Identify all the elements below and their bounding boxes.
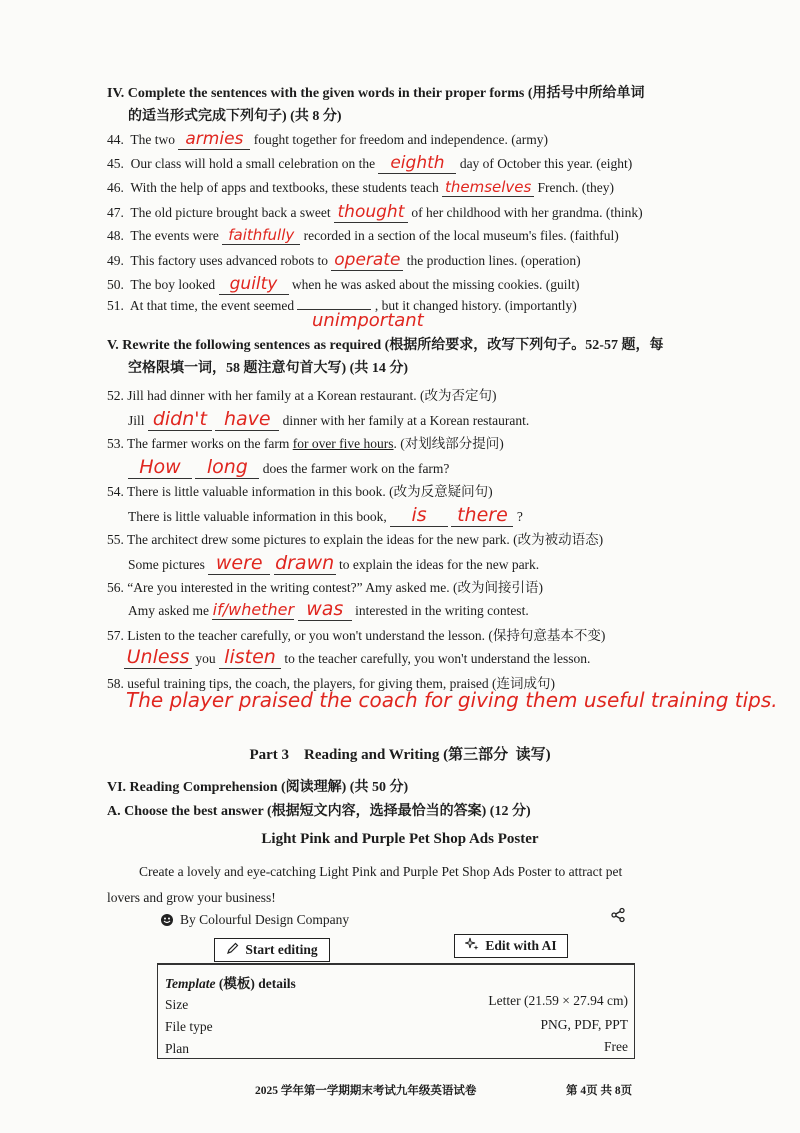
byline: By Colourful Design Company <box>160 912 349 928</box>
question-44: 44. The two armies fought together for freedom and independence. (army) <box>107 129 549 149</box>
detail-filetype-label: File type <box>165 1019 213 1034</box>
answer-44[interactable]: armies <box>178 129 250 150</box>
answer-48[interactable]: faithfully <box>222 226 300 245</box>
detail-plan-value: Free <box>604 1039 628 1054</box>
answer-51: unimportant <box>312 310 424 331</box>
answer-56-1[interactable]: if/whether <box>212 600 295 619</box>
intro-line1: Create a lovely and eye-catching Light Pink and Purple Pet Shop Ads Poster to attract pet <box>139 864 623 879</box>
question-57: 57. Listen to the teacher carefully, or you won't understand the lesson. (保持句意基本不变) <box>107 628 606 643</box>
smiley-icon <box>160 913 174 927</box>
detail-size-label: Size <box>165 997 189 1012</box>
section5-title-line2: 空格限填一词，58 题注意句首大写) (共 14 分) <box>128 361 408 376</box>
answer-line-54: There is little valuable information in this book, is there ? <box>128 504 523 526</box>
answer-line-56: Amy asked me if/whether was interested in the writing contest. <box>128 598 529 620</box>
answer-56-2[interactable]: was <box>298 598 352 621</box>
edit-with-ai-button[interactable]: Edit with AI <box>454 934 568 958</box>
answer-52-1[interactable]: didn't <box>148 408 212 431</box>
question-47: 47. The old picture brought back a sweet thought of her childhood with her grandma. (think) <box>107 202 643 222</box>
question-52: 52. Jill had dinner with her family at a Korean restaurant. (改为否定句) <box>107 388 497 403</box>
start-editing-button[interactable]: Start editing <box>214 938 330 962</box>
question-54: 54. There is little valuable information in this book. (改为反意疑问句) <box>107 484 493 499</box>
share-icon[interactable] <box>610 907 626 928</box>
question-48: 48. The events were faithfully recorded in a section of the local museum's files. (faithful) <box>107 226 619 244</box>
question-50: 50. The boy looked guilty when he was asked about the missing cookies. (guilt) <box>107 274 580 294</box>
question-58: 58. useful training tips, the coach, the players, for giving them, praised (连词成句) <box>107 676 556 691</box>
answer-58[interactable]: The player praised the coach for giving them useful training tips. <box>126 688 778 712</box>
question-56: 56. “Are you interested in the writing contest?” Amy asked me. (改为间接引语) <box>107 580 544 595</box>
template-details-box <box>157 963 635 1059</box>
intro-line2: lovers and grow your business! <box>107 890 276 905</box>
answer-52-2[interactable]: have <box>215 408 279 431</box>
footer-exam-title: 2025 学年第一学期期末考试九年级英语试卷 <box>255 1085 477 1097</box>
answer-57-1[interactable]: Unless <box>124 646 192 669</box>
question-51: 51. At that time, the event seemed , but it changed history. (importantly) <box>107 298 577 313</box>
answer-57-2[interactable]: listen <box>219 646 281 669</box>
answer-line-55: Some pictures were drawn to explain the ideas for the new park. <box>128 552 540 574</box>
sparkle-icon <box>465 937 479 955</box>
detail-size-value: Letter (21.59 × 27.94 cm) <box>488 993 628 1008</box>
pencil-icon <box>226 942 239 959</box>
section5-title-line1: V. Rewrite the following sentences as required (根据所给要求，改写下列句子。52-57 题，每 <box>107 338 664 353</box>
question-49: 49. This factory uses advanced robots to operate the production lines. (operation) <box>107 250 581 270</box>
answer-54-1[interactable]: is <box>390 504 448 527</box>
question-46: 46. With the help of apps and textbooks, these students teach themselves French. (they) <box>107 178 615 196</box>
part3-title: Part 3 Reading and Writing (第三部分 读写) <box>249 747 551 763</box>
answer-47[interactable]: thought <box>334 202 408 223</box>
answer-54-2[interactable]: there <box>451 504 513 527</box>
section4-title-line1: IV. Complete the sentences with the given words in their proper forms (用括号中所给单词 <box>107 86 645 101</box>
section6-sub-a: A. Choose the best answer (根据短文内容，选择最恰当的答案) (12 分) <box>107 804 531 819</box>
answer-line-53: How long does the farmer work on the farm? <box>128 456 449 479</box>
answer-45[interactable]: eighth <box>378 153 456 174</box>
answer-53-1[interactable]: How <box>128 456 192 479</box>
question-53: 53. The farmer works on the farm for over five hours. (对划线部分提问) <box>107 436 504 451</box>
answer-line-52: Jill didn't have dinner with her family at a Korean restaurant. <box>128 408 530 430</box>
section4-title-line2: 的适当形式完成下列句子) (共 8 分) <box>128 109 342 124</box>
answer-46[interactable]: themselves <box>442 178 534 197</box>
section6-title: VI. Reading Comprehension (阅读理解) (共 50 分) <box>107 780 409 795</box>
answer-55-1[interactable]: were <box>208 552 270 575</box>
answer-49[interactable]: operate <box>331 250 403 271</box>
answer-line-57: Unless you listen to the teacher carefully, you won't understand the lesson. <box>124 646 590 669</box>
detail-filetype-value: PNG, PDF, PPT <box>540 1017 628 1032</box>
footer-page-number: 第 4页 共 8页 <box>566 1085 633 1097</box>
answer-55-2[interactable]: drawn <box>275 552 335 574</box>
question-45: 45. Our class will hold a small celebration on the eighth day of October this year. (eight) <box>107 153 633 173</box>
template-details-title: Template (模板) details <box>165 976 296 991</box>
article-title: Light Pink and Purple Pet Shop Ads Poster <box>261 831 539 847</box>
answer-53-2[interactable]: long <box>195 456 259 479</box>
question-55: 55. The architect drew some pictures to explain the ideas for the new park. (改为被动语态) <box>107 532 604 547</box>
answer-50[interactable]: guilty <box>219 274 289 295</box>
detail-plan-label: Plan <box>165 1041 190 1056</box>
